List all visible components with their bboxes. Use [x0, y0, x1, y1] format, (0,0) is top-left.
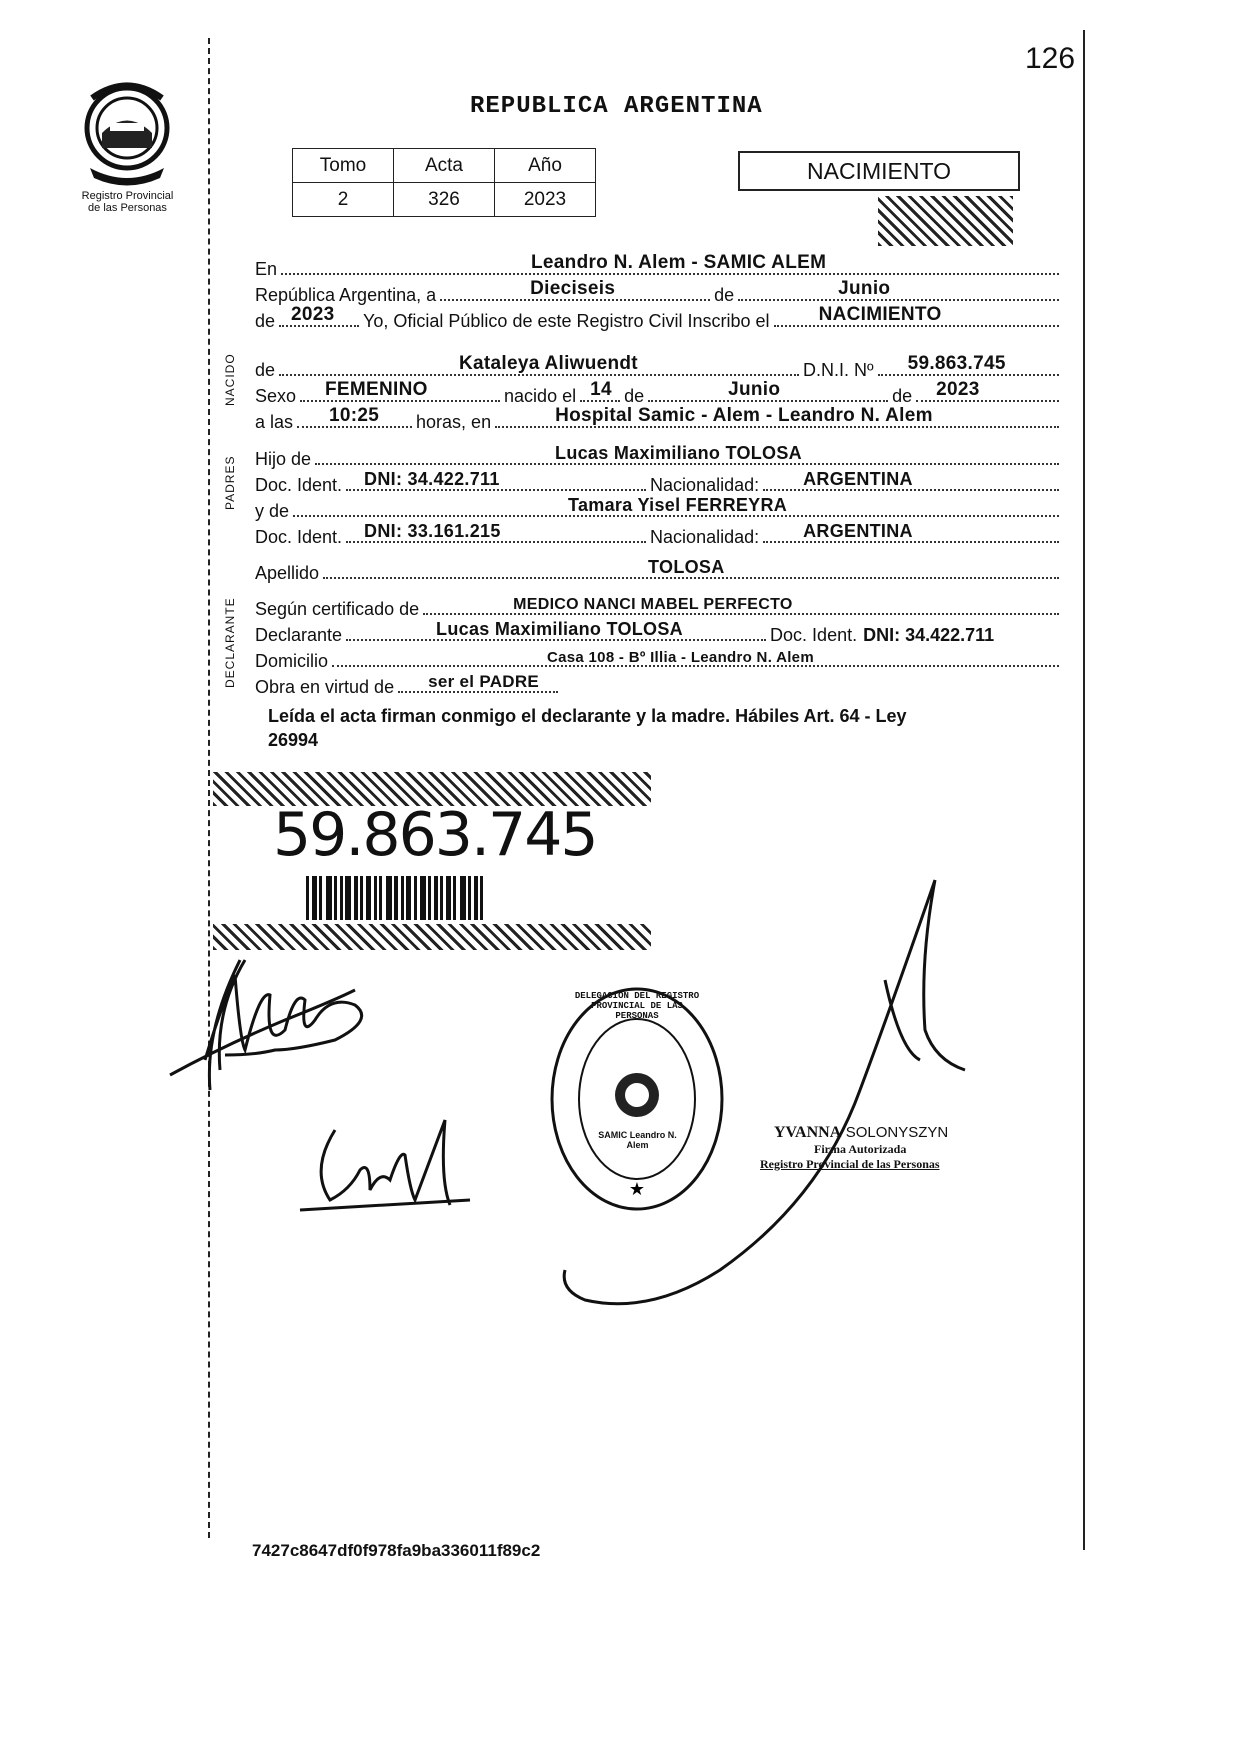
label-a-las: a las [255, 412, 294, 432]
row-apellido [255, 558, 1063, 584]
left-margin-line [208, 38, 210, 1538]
label-declarante: Declarante [255, 625, 343, 645]
value-mother-name: Tamara Yisel FERREYRA [568, 495, 788, 515]
document-title: REPUBLICA ARGENTINA [470, 93, 763, 120]
row-year [255, 306, 1063, 332]
closing-note-line-2: 26994 [268, 730, 319, 750]
record-type-box: NACIMIENTO [738, 151, 1020, 191]
official-last-name: SOLONYSZYN [845, 1124, 949, 1141]
label-obra: Obra en virtud de [255, 677, 395, 697]
closing-note [268, 704, 1068, 752]
value-mother-nat: ARGENTINA [803, 521, 913, 541]
record-table [292, 148, 596, 217]
value-act: NACIMIENTO [818, 304, 942, 325]
province-seal-icon [80, 78, 175, 188]
security-pattern-small [878, 196, 1013, 246]
svg-text:★: ★ [628, 1179, 646, 1200]
value-month: Junio [838, 278, 891, 299]
value-declarante: Lucas Maximiliano TOLOSA [436, 619, 683, 639]
right-margin-line [1083, 30, 1085, 1550]
value-place: Hospital Samic - Alem - Leandro N. Alem [555, 405, 933, 426]
label-apellido: Apellido [255, 563, 320, 583]
official-first-name: YVANNA [774, 1124, 842, 1141]
value-ano: 2023 [495, 183, 596, 217]
official-office: Registro Provincial de las Personas [760, 1157, 940, 1171]
value-father-name: Lucas Maximiliano TOLOSA [555, 443, 802, 463]
label-domicilio: Domicilio [255, 651, 329, 671]
header-acta: Acta [394, 149, 495, 183]
row-name [255, 355, 1063, 381]
value-tomo: 2 [293, 183, 394, 217]
value-domicilio: Casa 108 - Bº Illia - Leandro N. Alem [547, 649, 814, 666]
value-father-doc: DNI: 34.422.711 [364, 469, 500, 489]
official-role: Firma Autorizada [814, 1142, 907, 1156]
value-dni: 59.863.745 [907, 353, 1006, 374]
value-obra: ser el PADRE [428, 672, 540, 691]
row-sexo [255, 381, 1063, 407]
label-declarante-doc: Doc. Ident. [770, 625, 858, 645]
closing-note-line-1: Leída el acta firman conmigo el declarante y la madre. Hábiles Art. 64 - Ley [268, 706, 907, 726]
value-mother-doc: DNI: 33.161.215 [364, 521, 501, 541]
value-year: 2023 [291, 304, 335, 325]
row-en [255, 254, 1063, 280]
stamp-outer-text: DELEGACION DEL REGISTRO PROVINCIAL DE LAS PERSONAS [574, 991, 700, 1021]
label-en: En [255, 259, 278, 279]
declarant-signature-icon [165, 950, 465, 1100]
side-label-declarante: DECLARANTE [223, 597, 237, 688]
barcode [306, 876, 483, 920]
side-label-nacido: NACIDO [223, 353, 237, 406]
label-de: de [714, 285, 735, 305]
label-nacionalidad-2: Nacionalidad: [650, 527, 760, 547]
label-yo: Yo, Oficial Público de este Registro Civil Inscribo el [363, 311, 770, 331]
row-hijo [255, 444, 1063, 470]
label-republica: República Argentina, a [255, 285, 437, 305]
header-ano: Año [495, 149, 596, 183]
label-de-3: de [892, 386, 913, 406]
label-year-de: de [255, 311, 276, 331]
value-sexo: FEMENINO [325, 379, 428, 400]
official-stamp [548, 985, 726, 1213]
label-doc-ident-2: Doc. Ident. [255, 527, 343, 547]
value-segun: MEDICO NANCI MABEL PERFECTO [513, 596, 793, 613]
value-time: 10:25 [329, 405, 380, 426]
row-mother [255, 496, 1063, 522]
document-hash: 7427c8647df0f978fa9ba336011f89c2 [252, 1541, 541, 1560]
label-hijo: Hijo de [255, 449, 312, 469]
label-horas: horas, en [416, 412, 492, 432]
row-segun [255, 594, 1063, 620]
label-dni: D.N.I. Nº [803, 360, 874, 380]
row-obra [255, 672, 1063, 698]
label-de-name: de [255, 360, 276, 380]
label-segun: Según certificado de [255, 599, 420, 619]
row-date [255, 280, 1063, 306]
registry-line-2: de las Personas [88, 202, 167, 214]
row-declarante [255, 620, 1063, 646]
stamp-inner-text: SAMIC Leandro N. Alem [598, 1130, 677, 1150]
label-y-de: y de [255, 501, 290, 521]
page-number: 126 [1025, 42, 1076, 75]
registry-line-1: Registro Provincial [81, 190, 174, 202]
header-tomo: Tomo [293, 149, 394, 183]
row-time [255, 407, 1063, 433]
label-sexo: Sexo [255, 386, 297, 406]
side-label-padres: PADRES [223, 455, 237, 510]
value-declarante-doc: DNI: 34.422.711 [863, 625, 995, 645]
label-nacionalidad: Nacionalidad: [650, 475, 760, 495]
value-birth-year: 2023 [936, 379, 980, 400]
value-acta: 326 [394, 183, 495, 217]
mother-signature-icon [290, 1110, 480, 1230]
label-doc-ident: Doc. Ident. [255, 475, 343, 495]
value-father-nat: ARGENTINA [803, 469, 913, 489]
value-apellido: TOLOSA [648, 557, 725, 577]
value-birth-month: Junio [728, 379, 781, 400]
registry-name [60, 190, 195, 214]
value-birth-day: 14 [590, 379, 612, 400]
value-en: Leandro N. Alem - SAMIC ALEM [531, 252, 827, 273]
row-father-doc [255, 470, 1063, 496]
row-domicilio [255, 646, 1063, 672]
id-number: 59.863.745 [273, 800, 597, 870]
label-nacido-el: nacido el [504, 386, 577, 406]
label-de-2: de [624, 386, 645, 406]
value-day: Dieciseis [530, 278, 616, 299]
official-block [760, 1124, 1014, 1172]
value-name: Kataleya Aliwuendt [459, 353, 638, 374]
row-mother-doc [255, 522, 1063, 548]
